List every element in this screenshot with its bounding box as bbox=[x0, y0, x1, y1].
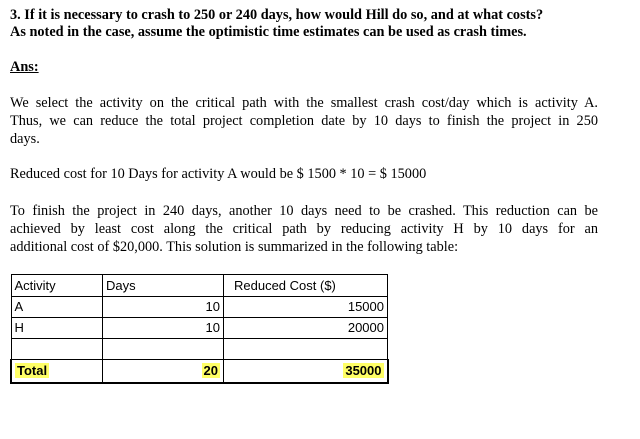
table-row bbox=[11, 297, 388, 318]
para1-line-2: Thus, we can reduce the total project completion date by 10 days to finish the project in 250 bbox=[10, 113, 598, 129]
header-activity: Activity bbox=[11, 275, 103, 297]
cell-cost: 15000 bbox=[224, 297, 388, 318]
cell-cost bbox=[224, 339, 388, 360]
total-days: 20 bbox=[203, 363, 218, 378]
para1-line-1: We select the activity on the critical path with the smallest crash cost/day which is activity A. bbox=[10, 95, 598, 111]
table-total-row bbox=[11, 360, 388, 384]
question-line-2: As noted in the case, assume the optimistic time estimates can be used as crash times. bbox=[10, 24, 527, 40]
table-header-row bbox=[11, 275, 388, 297]
cell-days: 10 bbox=[103, 318, 224, 339]
answer-label: Ans: bbox=[10, 59, 39, 75]
question-line-1: 3. If it is necessary to crash to 250 or 240 days, how would Hill do so, and at what costs? bbox=[10, 7, 544, 23]
cell-activity: A bbox=[11, 297, 103, 318]
header-days: Days bbox=[103, 275, 224, 297]
cell-activity bbox=[11, 339, 103, 360]
para3-line-3: additional cost of $20,000. This solution is summarized in the following table: bbox=[10, 239, 459, 255]
total-cost: 35000 bbox=[345, 363, 382, 378]
cell-cost: 20000 bbox=[224, 318, 388, 339]
cell-days bbox=[103, 339, 224, 360]
total-label-cell bbox=[11, 360, 103, 384]
total-label: Total bbox=[17, 363, 48, 378]
para3-line-1: To finish the project in 240 days, another 10 days need to be crashed. This reduction can be bbox=[10, 203, 598, 219]
cost-summary-table bbox=[10, 274, 389, 384]
table-row bbox=[11, 318, 388, 339]
para3-line-2: achieved by least cost along the critical path by reducing activity H by 10 days for an bbox=[10, 221, 598, 237]
total-days-cell bbox=[103, 360, 224, 384]
cell-days: 10 bbox=[103, 297, 224, 318]
header-reduced-cost: Reduced Cost ($) bbox=[224, 275, 388, 297]
total-cost-cell bbox=[224, 360, 388, 384]
table-row-empty bbox=[11, 339, 388, 360]
para1-line-3: days. bbox=[10, 131, 40, 147]
cell-activity: H bbox=[11, 318, 103, 339]
para2-text: Reduced cost for 10 Days for activity A would be $ 1500 * 10 = $ 15000 bbox=[10, 166, 427, 182]
